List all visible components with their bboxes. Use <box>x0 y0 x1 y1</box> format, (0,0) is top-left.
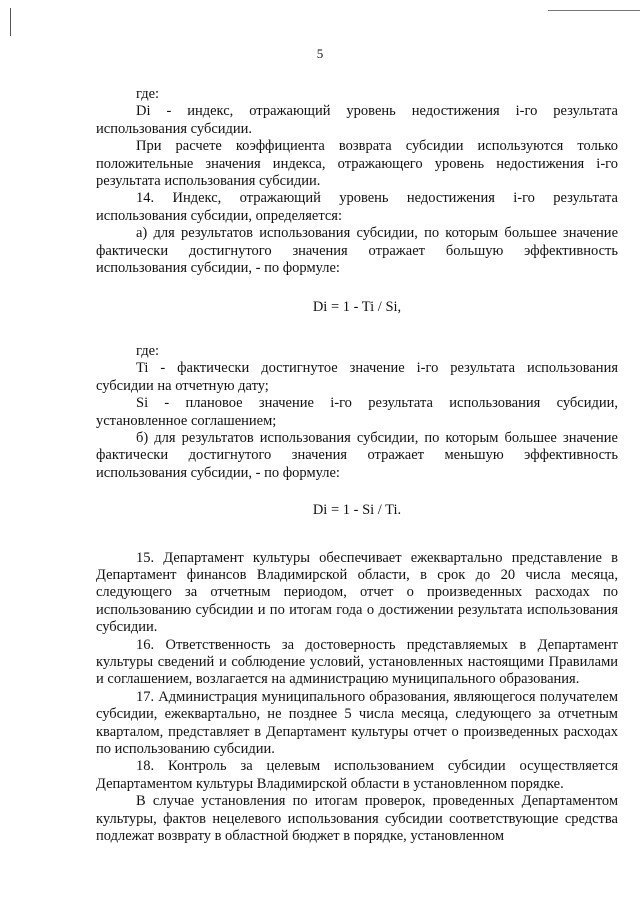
paragraph: 17. Администрация муниципального образования, являющегося получателем субсидии, ежеквартально, не позднее 5 числа месяца, следующего за отчетным кварталом, представляет в Департамент культуры отчет о произведенных расходах по использованию субсидии. <box>96 688 618 757</box>
paragraph: 18. Контроль за целевым использованием субсидии осуществляется Департаментом культуры Владимирской области в установленном порядке. <box>96 758 618 792</box>
paragraph: а) для результатов использования субсидии, по которым большее значение фактически достигнутого значения отражает большую эффективность использования субсидии, - по формуле: <box>96 225 618 277</box>
scan-edge-line <box>548 10 640 11</box>
scan-edge-mark <box>10 8 11 36</box>
paragraph: 15. Департамент культуры обеспечивает ежеквартально представление в Департамент финансов Владимирской области, в срок до 20 числа месяца, следующего за отчетным периодом, отчет о произведенных расходах по использованию субсидии и по итогам года о достижении результата использования субсидии. <box>96 549 618 636</box>
paragraph: где: <box>136 86 160 102</box>
formula: Di = 1 - Si / Ti. <box>312 502 402 519</box>
paragraph: где: <box>136 342 160 359</box>
paragraph: Si - плановое значение i-го результата использования субсидии, установленное соглашением; <box>96 395 618 429</box>
paragraph: В случае установления по итогам проверок, проведенных Департаментом культуры, фактов нецелевого использования субсидии соответствующие средства подлежат возврату в областной бюджет в порядке, установленном <box>96 793 618 845</box>
paragraph: Ti - фактически достигнутое значение i-го результата использования субсидии на отчетную дату; <box>96 360 618 394</box>
document-body <box>96 86 618 845</box>
paragraph: б) для результатов использования субсидии, по которым большее значение фактически достигнутого значения отражает меньшую эффективность использования субсидии, - по формуле: <box>96 429 618 481</box>
paragraph: При расчете коэффициента возврата субсидии используются только положительные значения индекса, отражающего уровень недостижения i-го результата использования субсидии. <box>96 138 618 190</box>
paragraph: Di - индекс, отражающий уровень недостижения i-го результата использования субсидии. <box>96 103 618 137</box>
paragraph: 16. Ответственность за достоверность представляемых в Департамент культуры сведений и соблюдение условий, установленных настоящими Правилами и соглашением, возлагается на администрацию муниципального образования. <box>96 636 618 688</box>
paragraph: 14. Индекс, отражающий уровень недостижения i-го результата использования субсидии, определяется: <box>96 190 618 224</box>
page-number: 5 <box>316 46 324 61</box>
formula: Di = 1 - Ti / Si, <box>312 299 402 316</box>
